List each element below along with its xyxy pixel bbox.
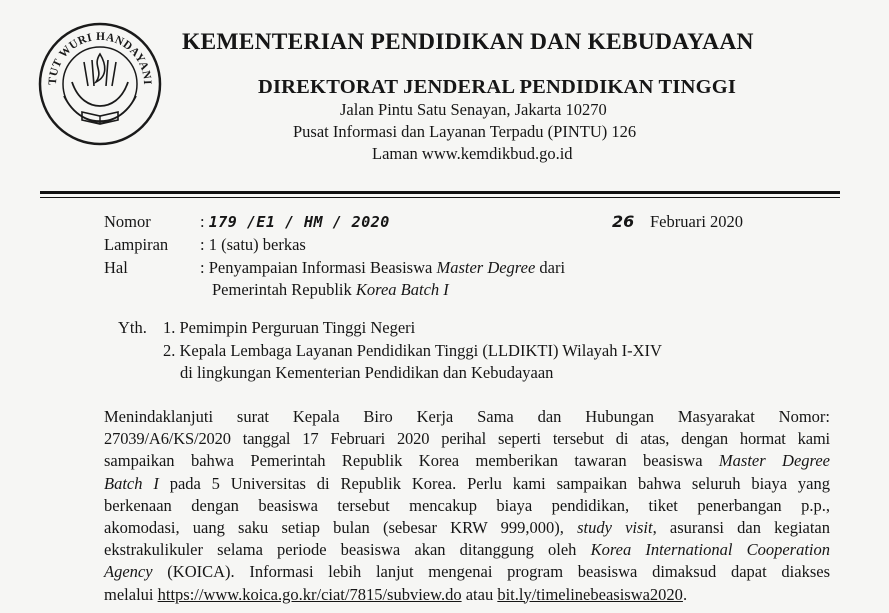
tut-wuri-handayani-logo	[34, 16, 166, 148]
recipient-item: 2. Kepala Lembaga Layanan Pendidikan Tinggi (LLDIKTI) Wilayah I-XIV	[163, 341, 662, 360]
recipient-item: 1. Pemimpin Perguruan Tinggi Negeri	[163, 318, 416, 337]
recipient-label: Yth.	[118, 318, 147, 337]
timeline-link[interactable]: bit.ly/timelinebeasiswa2020	[497, 584, 683, 604]
body-paragraph: Menindaklanjuti surat Kepala Biro Kerja Sama dan Hubungan Masyarakat Nomor: 27039/A6/KS/2020 tanggal 17 Februari 2020 perihal seperti tersebut di atas, dengan hormat kami sampaikan bahwa Pemerintah Republik Korea memberikan tawaran beasiswa Master Degree Batch I pada 5 Universitas di Republik Korea. Perlu kami sampaikan bahwa seluruh biaya yang berkenaan dengan beasiswa tersebut mencakup biaya pendidikan, tiket penerbangan p.p., akomodasi, uang saku setiap bulan (sebesar KRW 999,000), study visit, asuransi dan kegiatan ekstrakulikuler selama periode beasiswa akan ditanggung oleh Korea International Cooperation Agency (KOICA). Informasi lebih lanjut mengenai program beasiswa dimaksud dapat diakses melalui https://www.koica.go.kr/ciat/7815/subview.do atau bit.ly/timelinebeasiswa2020.	[104, 407, 831, 604]
hal-value-line1: : Penyampaian Informasi Beasiswa Master Degree dari	[200, 258, 566, 277]
date-month-year: Februari 2020	[650, 212, 744, 231]
nomor-value: : 179 /E1 / HM / 2020	[200, 212, 390, 231]
nomor-label: Nomor	[104, 212, 151, 231]
lampiran-value: : 1 (satu) berkas	[200, 235, 306, 254]
address-line: Jalan Pintu Satu Senayan, Jakarta 10270	[340, 100, 607, 119]
directorate-name: DIREKTORAT JENDERAL PENDIDIKAN TINGGI	[258, 76, 737, 98]
date-day-handwritten: 26	[612, 212, 635, 231]
website-line: Laman www.kemdikbud.go.id	[372, 144, 573, 163]
ministry-name: KEMENTERIAN PENDIDIKAN DAN KEBUDAYAAN	[182, 29, 754, 55]
lampiran-label: Lampiran	[104, 235, 169, 254]
nomor-handwritten: 179 /E1 / HM / 2020	[208, 213, 390, 231]
info-center-line: Pusat Informasi dan Layanan Terpadu (PINTU) 126	[293, 122, 637, 141]
koica-link[interactable]: https://www.koica.go.kr/ciat/7815/subview.do	[157, 584, 462, 604]
letterhead-divider-thin	[40, 197, 840, 198]
hal-label: Hal	[104, 258, 128, 277]
recipient-item-continuation: di lingkungan Kementerian Pendidikan dan Kebudayaan	[180, 363, 554, 382]
svg-text:TUT WURI HANDAYANI: TUT WURI HANDAYANI	[46, 30, 154, 86]
hal-value-line2: Pemerintah Republik Korea Batch I	[212, 280, 449, 299]
letterhead-divider	[40, 191, 840, 194]
